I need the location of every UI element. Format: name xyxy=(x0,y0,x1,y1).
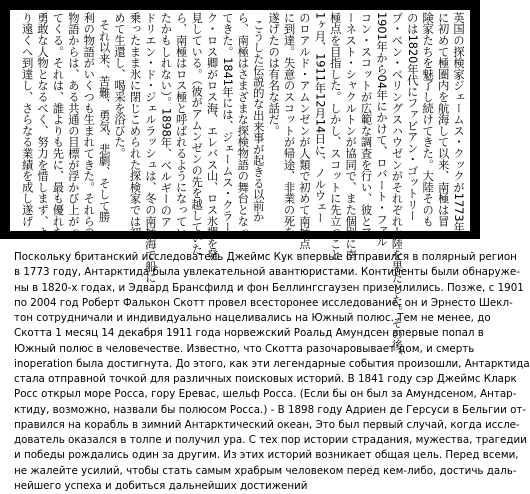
russian-translation-text: Поскольку британский исследователь Джеймс Кук впервые отправился в полярный регион в 1773 году, Антарктида была увлекательной авантюристами. Континенты были обнаруже- ны в 1820-х годах, и Эдвард Брансфилд и фон Беллингсгаузен приземлились. Позже, с 1901 по 2004 год Роберт Фалькон Скотт провел всесторонее исследование, он и Эрнесто Шекл- тон сотрудничали и индивидуально нацеливались на Южный полюс. Тем не менее, до Скотта 1 месяц 14 декабря 1911 года норвежский Роальд Амундсен впервые попал в Южный полюс в человечестве. Известно, что Скотта разочаровывает дом, и смерть inoperation была достигнута. До этого, как эти легендарные события произошли, Антарктида стала отправной точкой для различных поисковых историй. В 1841 году сэр Джеймс Кларк Росс открыл море Росса, гору Еревас, шельф Росса. (Если бы он был за Амундсеном, Антар- ктиду, возможно, назвали бы полюсом Росса.) - В 1898 году Адриен де Герсуси в Бельгии от- правился на корабль в зимний Антарктический океан, Это был первый случай, когда иссле- дователь оказался в толпе и получил ура. С тех пор истории страдания, мужества, трагедии и победы рождались один за другим. Из этих историй возникает общая цель. Перед всеми, не жалейте усилий, чтобы стать самым храбрым человеком перед кем-либо, достичь даль- нейшего успеха и добиться дальнейших достижений xyxy=(14,251,530,492)
japanese-text-panel xyxy=(10,10,470,363)
japanese-vertical-text: 英国の探検家ジェームス・クックが1773年 に初めて極圏内を航海して以来、南極は冒 険家たちを魅了し続けてきた。大陸そのも のは1820年代にファビアン・ゴットリー プ・ベン・ベリングスハウゼンがそれぞれ上陸を果たした。その後、 1901年から04年にかけて、ロバート・ファル コン・スコットが広範な調査を行い、彼とア ーネスト・シャクルトンが協同で、また個別に南 極点を目指した。しかし、スコットに先立つこと 1ヶ月、1911年12月14日に、ノルウェー のロアルド・アムンゼンが人類で初めて南極点 に到達。失意のスコットが帰途、非業の死を 遂げたのは有名な話だ。 こうした伝説的な出来事が起きる以前か ら、南極はさまざまな探検物語の舞台となっ てきた。1841年には、ジェームス・クラー ク・ロス卿がロス海、エレバス山、ロス氷棚を発 見している。（彼がアムンゼンの先を越していた ら、南極はロス極と呼ばれるようになってい たかもしれない）。1898年、ベルギーのア ドリエン・ド・ジェルラッシュは、冬の南極海で船に 乗ったまま氷に閉じこめられた探検家では初 めて生還し、喝采を浴びた。 それ以来、苦難、勇気、悲劇、そして勝 利の物語がいくつも生まれてきた。それらの 物語からは、ある共通の目標が浮かび上がっ てくる。それは、誰よりも先に、最も優れた 勇敢な人物となるべく、努力を惜しまず、よ り遠くへ到達し、さらなる業績を成し遂げ xyxy=(20,12,465,363)
